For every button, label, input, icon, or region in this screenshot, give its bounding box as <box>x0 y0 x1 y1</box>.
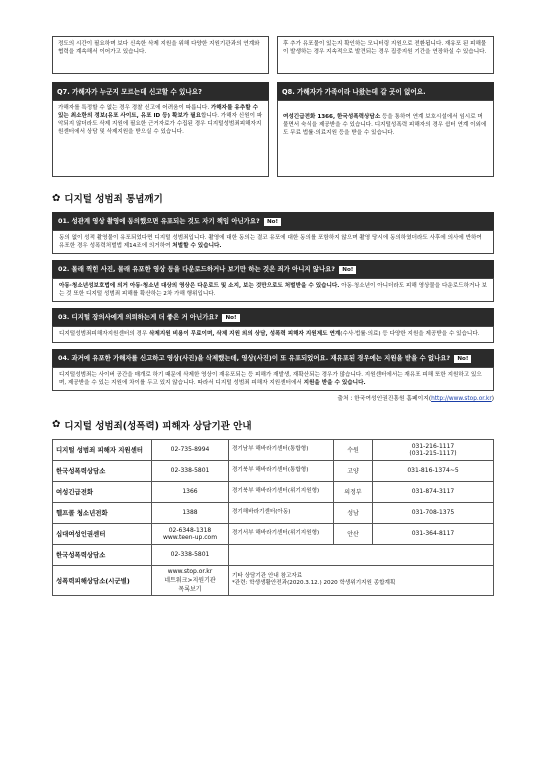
contact-table-body <box>53 439 494 595</box>
empty-cell <box>229 544 494 565</box>
contact-number: www.stop.or.kr 네트워크>지원기관 목록보기 <box>152 565 229 595</box>
q7-answer-bold: 가해자를 유추할 수 있는 최소한의 정보(유포 사이트, 유포 ID 등) 확보가 필요 <box>58 105 258 120</box>
contact-org: 헬프콜 청소년전화 <box>53 502 152 523</box>
myth-item-4 <box>52 349 494 391</box>
contact-number-2: 031-708-1375 <box>373 502 494 523</box>
no-badge: No! <box>264 218 281 226</box>
contact-region: 안산 <box>334 523 373 544</box>
contact-number-2: 031-364-8117 <box>373 523 494 544</box>
flower-bullet-icon: ✿ <box>52 192 61 204</box>
contact-org-2: 경기북부 해바라기센터(위기지원형) <box>229 481 334 502</box>
source-end: ) <box>491 395 494 402</box>
contact-org: 여성긴급전화 <box>53 481 152 502</box>
myth-question-text: 01. 성관계 영상 촬영에 동의했으면 유포되는 것도 자기 책임 아닌가요? <box>58 217 260 225</box>
myth-answer-text: 디지털성범죄는 사이버 공간을 매개로 하기 때문에 삭제한 영상이 재유포되는 등 피해가 재발생, 재확산되는 경우가 많습니다. 지원센터에서는 재유포 피해 또한 지원하고 있으며, 제공받을 수 있는 지원에 차이를 두고 있지 않습니다. 따라서 디지털 성범죄 피해자 지원센터에서 <box>59 371 482 386</box>
contact-number-2: 031-816-1374~5 <box>373 460 494 481</box>
myth-answer <box>52 230 494 254</box>
contact-section-title <box>52 418 494 432</box>
myth-question-text: 02. 몰래 찍힌 사진, 몰래 유포한 영상 등을 다운로드하거나 보기만 하는 것은 죄가 아니지 않나요? <box>58 265 336 274</box>
contact-number: 02-338-5801 <box>152 460 229 481</box>
myth-answer-bold: 처벌할 수 있습니다. <box>172 243 222 250</box>
flower-bullet-icon: ✿ <box>52 419 61 431</box>
q8-answer-bold: 여성긴급전화 1366, 한국성폭력상담소 <box>283 114 381 120</box>
continued-text-right: 후 추가 유포물이 있는지 확인하는 모니터링 지원으로 전환됩니다. 재유포 된 피해물이 발생하는 경우 지속적으로 발견되는 경우 집중지원 기간을 연장하실 수 있습니다. <box>277 36 494 74</box>
contact-org: 한국성폭력상담소 <box>53 544 152 565</box>
contact-number: 02-338-5801 <box>152 544 229 565</box>
source-note <box>52 393 494 402</box>
q7-answer-text1: 가해자를 특정할 수 없는 경우 경찰 신고에 어려움이 따릅니다. <box>58 105 211 111</box>
no-badge: No! <box>339 266 356 274</box>
myth-answer-bold: 삭제지원 비용이 무료이며, 삭제 지원 외의 상담, 성폭력 피해자 지원제도 연계 <box>149 331 341 338</box>
source-link[interactable]: http://www.stop.or.kr <box>431 395 492 402</box>
contact-table <box>52 439 494 596</box>
contact-org-2: 경기서부 해바라기센터(위기지원형) <box>229 523 334 544</box>
contact-row <box>53 439 494 460</box>
contact-number: 02-6348-1318 www.teen-up.com <box>152 523 229 544</box>
no-badge: No! <box>222 314 239 322</box>
myth-question <box>52 308 494 326</box>
contact-org: 십대여성인권센터 <box>53 523 152 544</box>
myth-answer-bold: 지원을 받을 수 있습니다. <box>303 379 366 386</box>
myth-question <box>52 212 494 230</box>
contact-number-2: 031-216-1117 (031-215-1117) <box>373 439 494 460</box>
contact-region: 고양 <box>334 460 373 481</box>
myth-section-title <box>52 191 494 205</box>
contact-org: 성폭력피해상담소(시군별) <box>53 565 152 595</box>
other-reference-note: 기타 상담기관 안내 참고자료 *관련: 학생생활안전과(2020.3.12.) 2020 학생위기지원 종합계획 <box>229 565 494 595</box>
faq-left-column <box>52 36 269 177</box>
myth-question-text: 04. 과거에 유포한 가해자를 신고하고 영상(사진)을 삭제했는데, 영상(사진)이 또 유포되었어요. 재유포된 경우에는 지원을 받을 수 없나요? <box>58 353 451 362</box>
contact-row <box>53 481 494 502</box>
contact-row <box>53 544 494 565</box>
q8-answer <box>277 100 494 177</box>
faq-columns <box>52 36 494 177</box>
myth-answer <box>52 278 494 302</box>
myth-answer <box>52 367 494 391</box>
no-badge: No! <box>454 355 471 363</box>
source-label: 출처 : 한국여성인권진흥원 홈페이지( <box>337 395 432 402</box>
contact-region: 수원 <box>334 439 373 460</box>
contact-number: 02-735-8994 <box>152 439 229 460</box>
contact-number: 1366 <box>152 481 229 502</box>
continued-text-left: 정도의 시간이 필요하며 보다 신속한 삭제 지원을 위해 다양한 지원기관과의 연계와 협력을 계속해서 이어가고 있습니다. <box>52 36 269 74</box>
contact-org: 디지털 성범죄 피해자 지원센터 <box>53 439 152 460</box>
q7-heading: Q7. 가해자가 누군지 모르는데 신고할 수 있나요? <box>52 82 269 100</box>
myth-item-2 <box>52 260 494 302</box>
myth-answer-text2: (수사·법률·의료) 등 다양한 지원을 제공받을 수 있습니다. <box>340 331 480 338</box>
myth-question <box>52 349 494 367</box>
contact-org: 한국성폭력상담소 <box>53 460 152 481</box>
q8-answer-text: 등을 통하여 연계 보호시설에서 임시로 머물면서 숙식을 제공받을 수 있습니다. 디지털성폭력 피해자의 경우 쉼터 연계 이외에도 무료 법률·의료지원 등을 받을 수 있습니다. <box>283 114 487 137</box>
contact-region: 성남 <box>334 502 373 523</box>
q8-heading: Q8. 가해자가 가족이라 나왔는데 갈 곳이 없어요. <box>277 82 494 100</box>
myth-question <box>52 260 494 278</box>
faq-right-column <box>277 36 494 177</box>
myth-answer-bold: 아동·청소년성보호법에 의거 아동·청소년 대상의 영상은 다운로드 및 소지, 보는 것만으로도 처벌받을 수 있습니다. <box>59 283 340 290</box>
myth-answer-text: 디지털성범죄피해자지원센터의 경우 <box>59 331 150 338</box>
q7-answer-text2: 합니다. 가해자 신원이 파악되지 않더라도 삭제 지원에 필요한 근거자료가 수집된 경우 디지털성범죄피해자지원센터에서 상담 및 삭제지원을 받으실 수 있습니다. <box>58 113 263 136</box>
contact-org-2: 경기해바라기센터(아동) <box>229 502 334 523</box>
myth-answer-text: 아동·청소년이 아니더라도 피해 영상물을 다운로드하거나 보는 것 또한 디지털 성범죄 피해를 확산하는 2차 가해 행위입니다. <box>59 283 487 298</box>
myth-item-3 <box>52 308 494 342</box>
contact-title-text: 디지털 성범죄(성폭력) 피해자 상담기관 안내 <box>64 420 252 432</box>
myth-answer <box>52 326 494 342</box>
myth-question-text: 03. 디지털 장의사에게 의뢰하는게 더 좋은 거 아닌가요? <box>58 313 219 322</box>
contact-row <box>53 565 494 595</box>
contact-number-2: 031-874-3117 <box>373 481 494 502</box>
contact-org-2: 경기북부 해바라기센터(통합형) <box>229 460 334 481</box>
contact-number: 1388 <box>152 502 229 523</box>
myth-title-text: 디지털 성범죄 통념깨기 <box>64 194 163 205</box>
contact-row <box>53 523 494 544</box>
contact-org-2: 경기남부 해바라기센터(통합형) <box>229 439 334 460</box>
myth-item-1 <box>52 212 494 254</box>
myth-answer-text: 동의 없이 성적 촬영물이 유포되었다면 디지털 성범죄입니다. 촬영에 대한 동의는 결코 유포에 대한 동의를 포함하지 않으며 촬영 당시에 동의하였더라도 사후에 의사에 반하여 유포한 경우 성폭력처벌법 제14조에 의거하여 <box>59 235 482 250</box>
contact-region: 의정부 <box>334 481 373 502</box>
contact-row <box>53 502 494 523</box>
contact-row <box>53 460 494 481</box>
page <box>52 36 494 596</box>
q7-answer <box>52 100 269 177</box>
